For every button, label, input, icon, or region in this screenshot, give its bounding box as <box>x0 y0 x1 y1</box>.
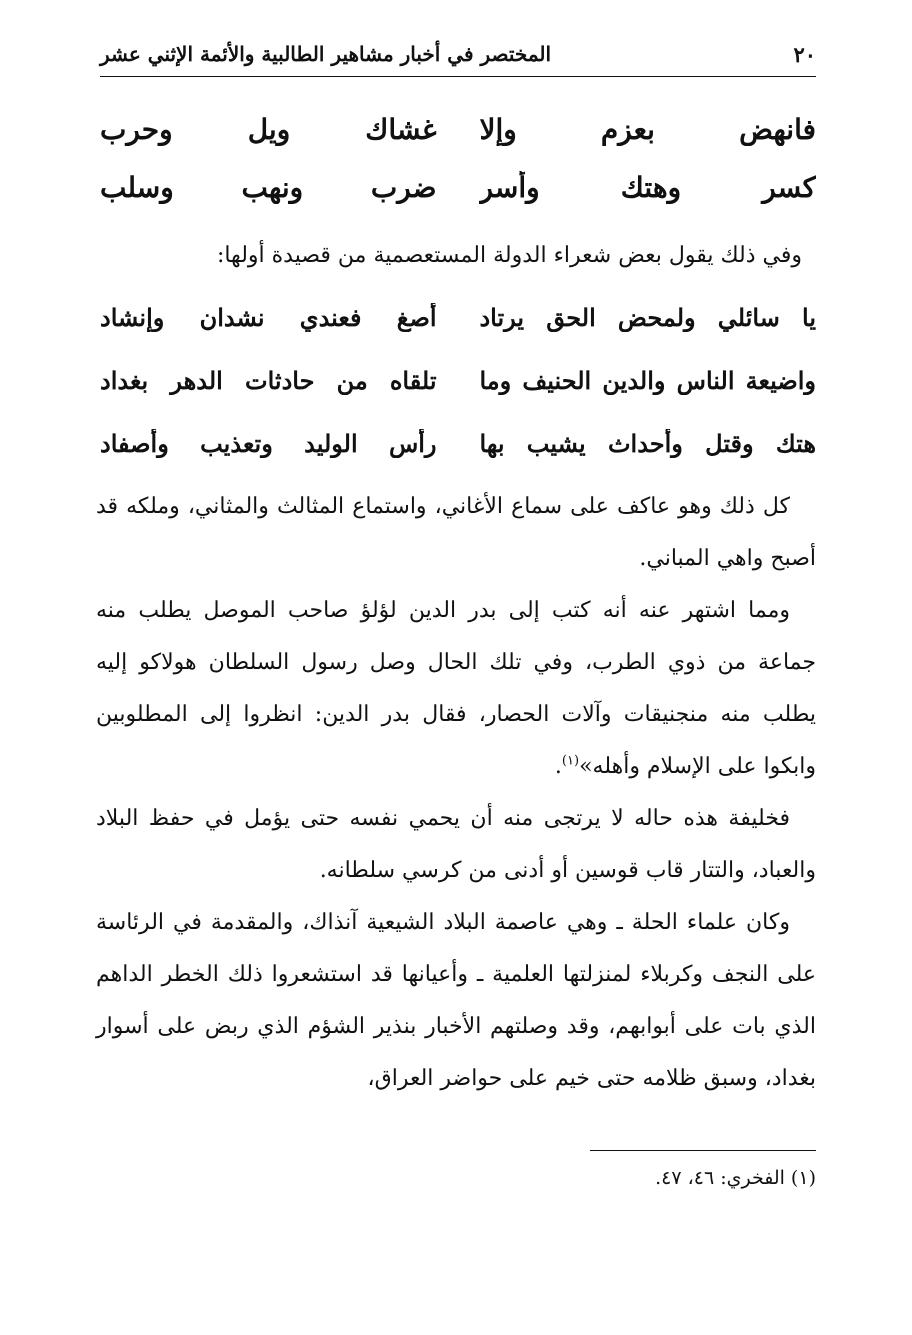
hemistich-first: كسر وهتك وأسر <box>479 170 816 204</box>
paragraph: كل ذلك وهو عاكف على سماع الأغاني، واستماع المثالث والمثاني، وملكه قد أصبح واهي المباني. <box>96 494 816 571</box>
hemistich-second: أصغ فعندي نشدان وإنشاد <box>100 303 437 332</box>
poem-1 <box>100 100 816 216</box>
hemistich-first: هتك وقتل وأحداث يشيب بها <box>479 429 816 458</box>
page-header <box>100 32 816 77</box>
verse <box>100 158 816 216</box>
paragraph: فخليفة هذه حاله لا يرتجى منه أن يحمي نفسه حتى يؤمل في حفظ البلاد والعباد، والتتار قاب قوسين أو أدنى من كرسي سلطانه. <box>96 806 816 883</box>
paragraph-text: ومما اشتهر عنه أنه كتب إلى بدر الدين لؤلؤ صاحب الموصل يطلب منه جماعة من ذوي الطرب، وفي تلك الحال وصل رسول السلطان هولاكو إليه يطلب منه منجنيقات وآلات الحصار، فقال بدر الدين: انظروا إلى المطلوبين وابكوا على الإسلام وأهله» <box>96 598 816 779</box>
paragraph: وكان علماء الحلة ـ وهي عاصمة البلاد الشيعية آنذاك، والمقدمة في الرئاسة على النجف وكربلاء لمنزلتها العلمية ـ وأعيانها قد استشعروا ذلك الخطر الداهم الذي بات على أبوابهم، وقد وصلتهم الأخبار بنذير الشؤم الذي ربض على أسوار بغداد، وسبق ظلامه حتى خيم على حواضر العراق، <box>96 910 816 1091</box>
verse <box>100 412 816 475</box>
running-title: المختصر في أخبار مشاهير الطالبية والأئمة الإثني عشر <box>100 42 552 66</box>
footnote-reference[interactable]: (١) <box>561 753 580 769</box>
poem-intro: وفي ذلك يقول بعض شعراء الدولة المستعصمية من قصيدة أولها: <box>216 243 802 268</box>
hemistich-second: رأس الوليد وتعذيب وأصفاد <box>100 429 437 458</box>
footnote: (١) الفخري: ٤٦، ٤٧. <box>655 1167 816 1189</box>
verse <box>100 100 816 158</box>
hemistich-second: تلقاه من حادثات الدهر بغداد <box>100 366 437 395</box>
poem-2 <box>100 286 816 475</box>
body-text <box>96 481 816 1105</box>
paragraph-end-mark: . <box>554 754 562 779</box>
footnote-divider <box>590 1150 816 1151</box>
page-number: ٢٠ <box>793 41 816 67</box>
hemistich-second: ضرب ونهب وسلب <box>100 170 437 204</box>
verse <box>100 349 816 412</box>
hemistich-second: غشاك ويل وحرب <box>100 112 437 146</box>
paragraph <box>96 585 816 793</box>
hemistich-first: فانهض بعزم وإلا <box>479 112 816 146</box>
verse <box>100 286 816 349</box>
hemistich-first: يا سائلي ولمحض الحق يرتاد <box>479 303 816 332</box>
hemistich-first: واضيعة الناس والدين الحنيف وما <box>479 366 816 395</box>
